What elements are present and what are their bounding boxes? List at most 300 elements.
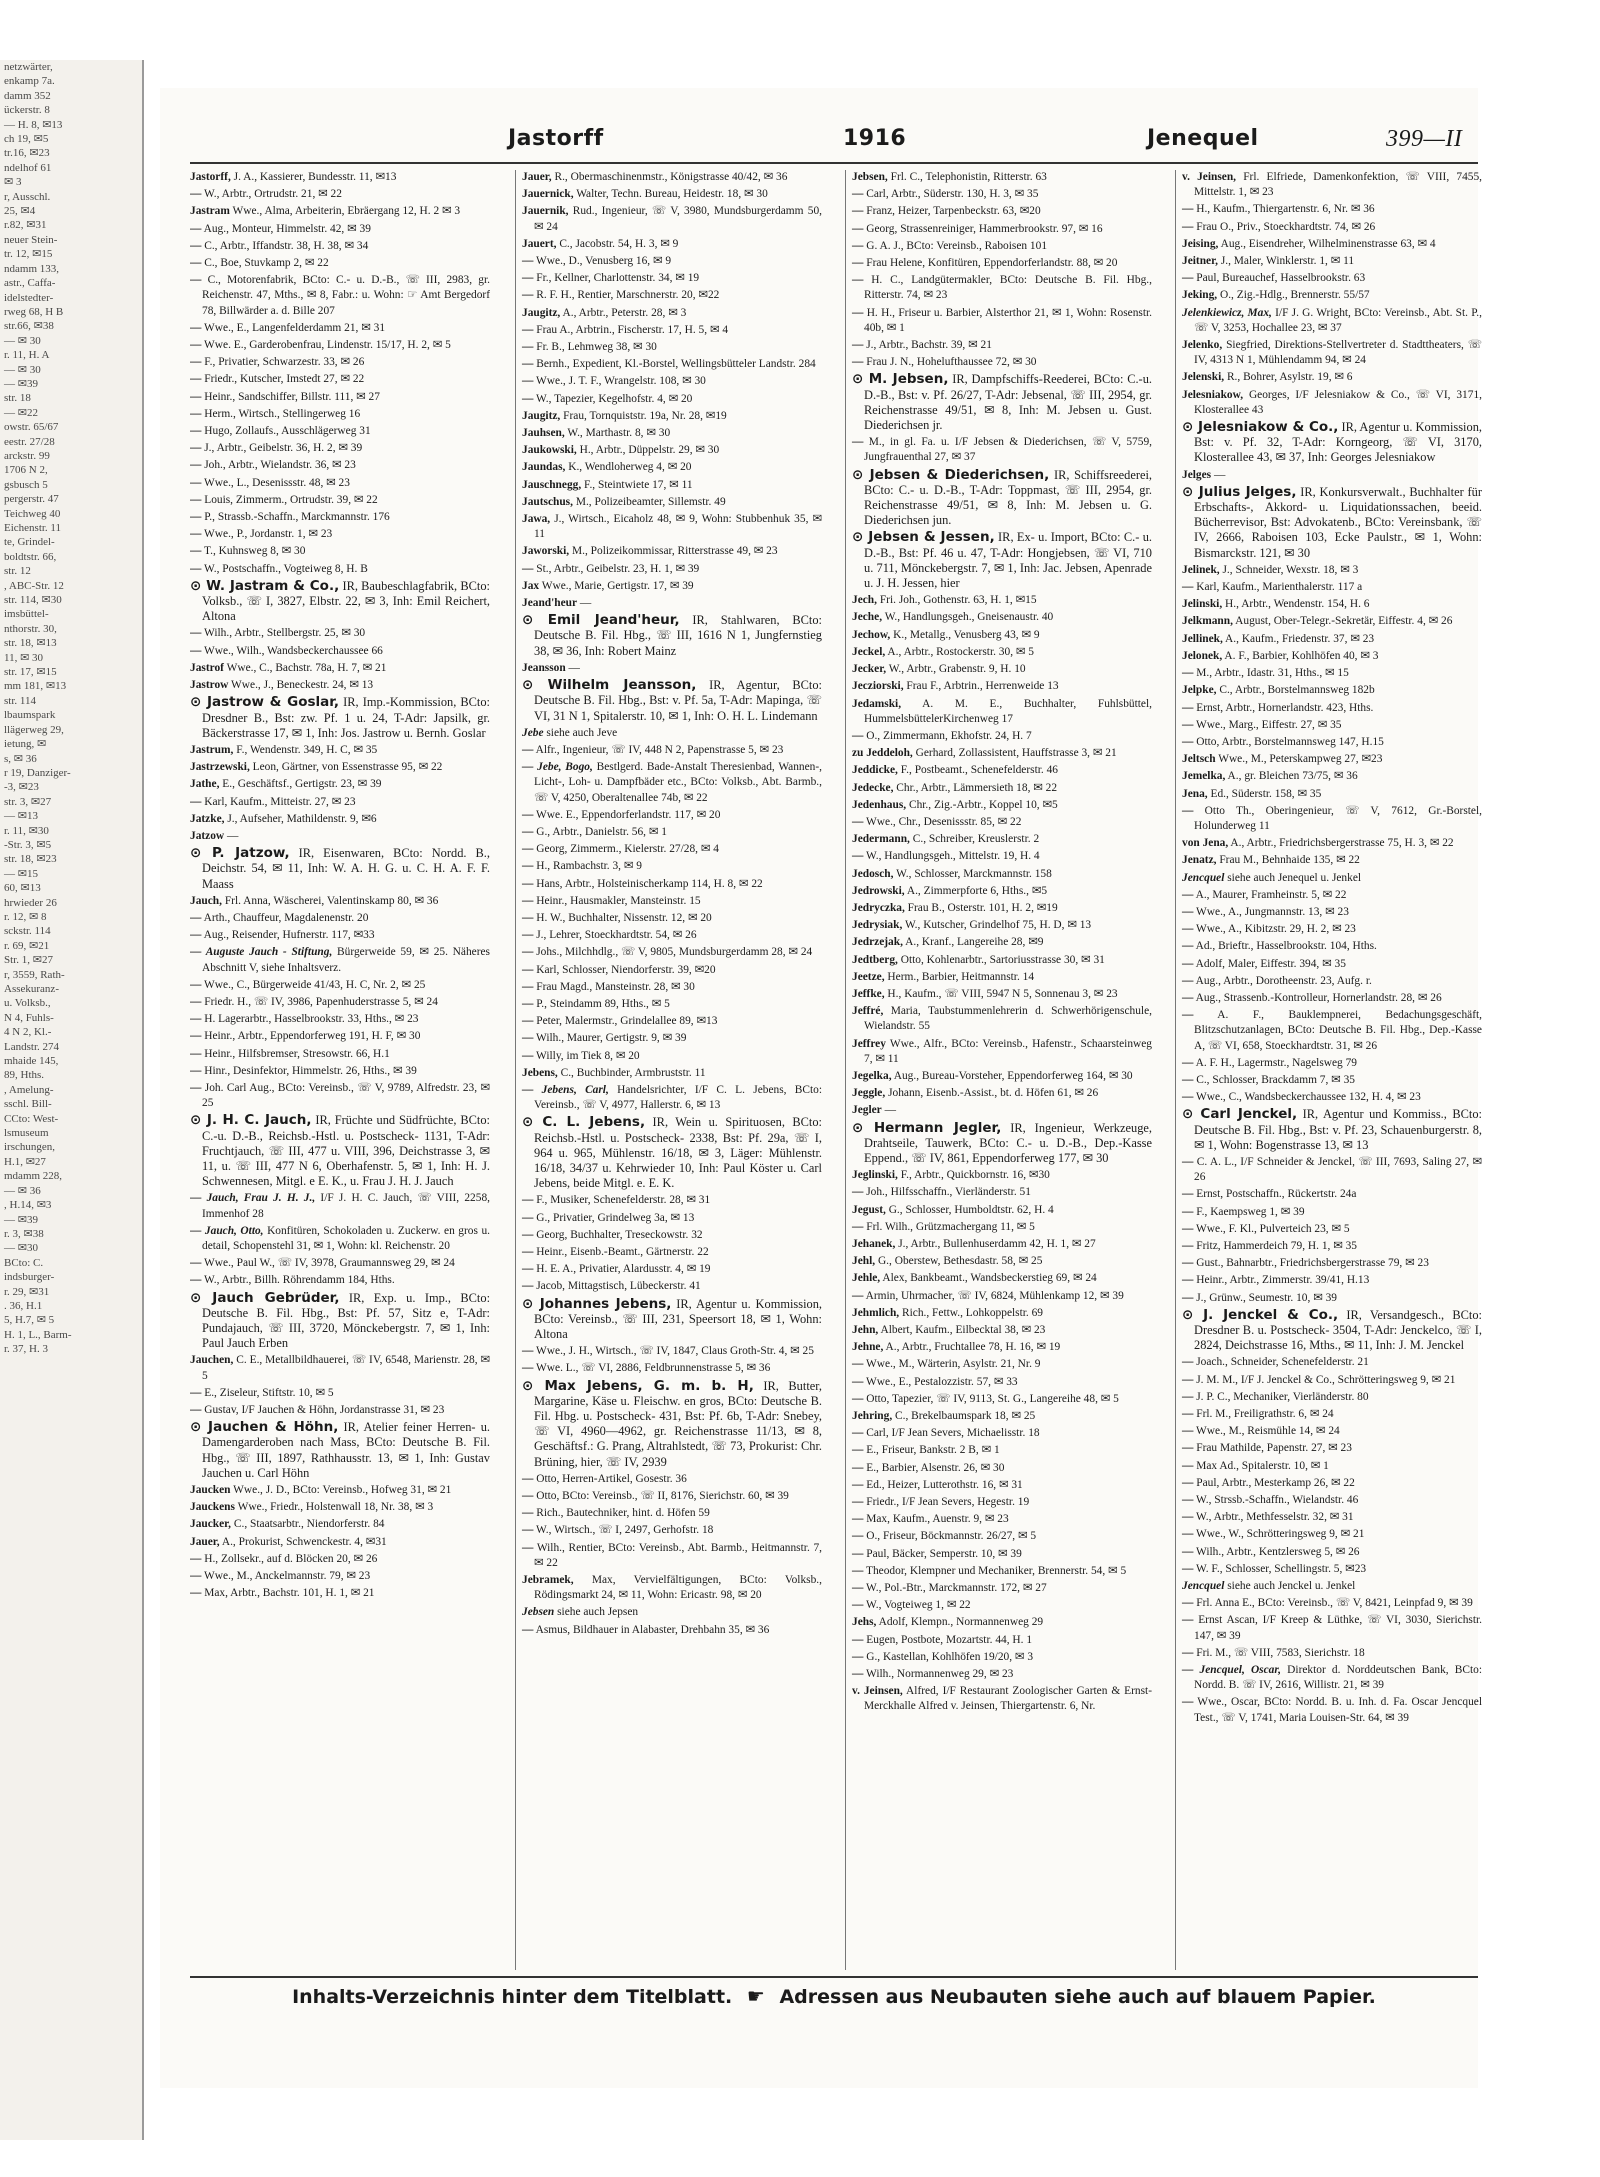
entry-details: Otto, Arbtr., Borstelmannsweg 147, H.15 [1193,735,1384,748]
entry-name: Jehring, [852,1410,893,1423]
entry-details: W., Handlungsgeh., Mittelstr. 19, H. 4 [863,850,1040,863]
entry-name: — [522,1032,534,1045]
directory-entry [190,239,490,254]
directory-entry [190,579,490,625]
entry-details: Hugo, Zollaufs., Ausschlägerweg 31 [201,425,371,438]
entry-name: Jedosch, [852,867,894,880]
entry-name: Jena, [1182,787,1208,800]
entry-name: — [522,272,534,285]
directory-entry [852,610,1152,625]
facing-page-line: lbaumspark [4,709,56,722]
entry-name: Jebramek, [522,1574,574,1587]
directory-entry [852,1392,1152,1407]
facing-page-line: — H. 8, ✉13 [4,118,63,131]
facing-page-line: indsburger- [4,1271,55,1284]
entry-name: — [190,1257,202,1270]
entry-details: W., Handlungsgeh., Gneisenaustr. 40 [882,611,1054,624]
facing-page-line: — ✉ 30 [4,334,41,347]
entry-name: Jelpke, [1182,684,1217,697]
entry-name: — [852,339,864,352]
entry-details: Adolf, Maler, Eiffestr. 394, ✉ 35 [1193,957,1346,970]
entry-name: — [1182,1528,1194,1541]
entry-name: — [1182,804,1194,817]
entry-name: — [852,1496,864,1509]
entry-name: Jelenkiewicz, Max, [1182,306,1272,319]
directory-entry [852,1340,1152,1355]
entry-details: Friedr., Kutscher, Imstedt 27, ✉ 22 [201,373,365,386]
entry-name: — [190,1047,202,1060]
entry-details: Otto, Tapezier, ☏ IV, 9113, St. G., Langereihe 48, ✉ 5 [863,1392,1119,1405]
entry-name: — [522,255,534,268]
directory-entry [1182,922,1482,937]
entry-name: — [190,911,202,924]
entry-details: Bernh., Expedient, Kl.-Borstel, Wellingsbütteler Landstr. 284 [533,358,816,371]
directory-entry [1182,580,1482,595]
entry-name: — [522,323,534,336]
directory-entry [190,760,490,775]
directory-entry [1182,787,1482,802]
directory-entry [852,970,1152,985]
entry-name: — [1182,1222,1194,1235]
entry-name: — [852,222,864,235]
directory-entry [522,1245,822,1260]
entry-name: — [522,877,534,890]
directory-entry [190,695,490,741]
facing-page-line: str. 114 [4,694,36,707]
directory-entry [522,495,822,510]
entry-name: — [1182,1390,1194,1403]
directory-entry [190,493,490,508]
page-number: 399—II [1386,126,1463,152]
directory-entry [522,1472,822,1487]
entry-name: — [852,815,864,828]
running-head-first-name: Jastorff [508,126,604,151]
entry-details: F., Musiker, Schenefelderstr. 28, ✉ 31 [533,1194,711,1207]
directory-entry [852,468,1152,529]
directory-entry [522,661,822,676]
directory-entry [190,458,490,473]
entry-details: Wilh., Arbtr., Kentzlersweg 5, ✉ 26 [1193,1545,1360,1558]
entry-details: Otto, Kohlenarbtr., Sartoriusstrasse 30, ✉ 31 [897,953,1105,966]
entry-details: Wwe., Alma, Arbeiterin, Ebräergang 12, H. 2 ✉ 3 [229,205,461,218]
directory-entry [1182,939,1482,954]
facing-page-line: tr.16, ✉23 [4,147,50,160]
directory-entry [1182,1205,1482,1220]
entry-name: — Jebens, Carl, [522,1083,609,1096]
entry-details: Walter, Techn. Bureau, Heidestr. 18, ✉ 30 [573,188,768,201]
entry-details: Armin, Uhrmacher, ☏ IV, 6824, Mühlenkamp 12, ✉ 39 [863,1289,1124,1302]
entry-name: — [190,1404,202,1417]
entry-name: — [190,339,202,352]
entry-name: Jeffré, [852,1005,884,1018]
entry-details: J., Lehrer, Stoeckhardtstr. 54, ✉ 26 [533,929,697,942]
facing-page-line: rweg 68, H B [4,305,64,318]
directory-entry [190,1569,490,1584]
entry-name: — [522,911,534,924]
column-3 [845,170,1152,1970]
entry-details: IR, Agentur und Kommiss., BCto: Deutsche B. Fil. Hbg., Bst: v. Pf. 23, Schauenburgerstr. 8, ✉ 1, Wohn: Bogenstrasse 13, ✉ 13 [1194,1107,1482,1152]
directory-entry [522,596,822,611]
facing-page-line: str. 3, ✉27 [4,795,52,808]
entry-details: Paul, Bäcker, Semperstr. 10, ✉ 39 [863,1547,1022,1560]
directory-entry [852,187,1152,202]
directory-entry [1182,1107,1482,1153]
entry-details: Peter, Malermstr., Grindelallee 89, ✉13 [533,1015,718,1028]
entry-name: — [1182,1373,1194,1386]
entry-details: Heinr., Arbtr., Eppendorferweg 191, H. F, ✉ 30 [201,1030,421,1043]
entry-name: Jelenko, [1182,339,1223,352]
directory-entry [852,935,1152,950]
directory-entry [522,1014,822,1029]
directory-entry [190,390,490,405]
directory-entry [522,1031,822,1046]
facing-page-line: nthorstr. 30, [4,622,57,635]
entry-name: Jedenhaus, [852,798,907,811]
entry-details: Wwe., Chr., Desenissstr. 85, ✉ 22 [863,815,1022,828]
entry-name: — [1182,923,1194,936]
entry-name: Jeetze, [852,970,885,983]
facing-page-line: BCto: C. [4,1256,44,1269]
entry-name: — [522,1194,534,1207]
facing-page-line: str. 18 [4,392,31,405]
directory-entry [190,777,490,792]
directory-entry [852,1581,1152,1596]
directory-entry [852,798,1152,813]
directory-entry [852,1547,1152,1562]
entry-name: Jellinek, [1182,632,1223,645]
entry-name: Jauschnegg, [522,478,582,491]
directory-entry [852,884,1152,899]
entry-name: — [190,1552,202,1565]
entry-details: Willy, im Tiek 8, ✉ 20 [533,1049,640,1062]
entry-details: Ernst, Postschaffn., Rückertstr. 24a [1193,1188,1357,1201]
entry-name: Jeckel, [852,645,886,658]
entry-details: Wwe., A., Kibitzstr. 29, H. 2, ✉ 23 [1193,923,1356,936]
facing-page-line: — ✉30 [4,1242,38,1255]
directory-entry [190,476,490,491]
directory-entry [1182,804,1482,834]
entry-details: R., Obermaschinenmstr., Königstrasse 40/42, ✉ 36 [551,171,788,183]
facing-page-line: lsmuseum [4,1127,49,1140]
directory-entry [852,1564,1152,1579]
directory-entry [852,901,1152,916]
entry-name: — [190,795,202,808]
entry-details: Otto Th., Oberingenieur, ☏ V, 7612, Gr.-Borstel, Holunderweg 11 [1193,804,1482,832]
entry-details: Frau Magd., Mansteinstr. 28, ✉ 30 [533,980,695,993]
directory-entry [1182,853,1482,868]
directory-entry [1182,905,1482,920]
entry-details: Wwe., Oscar, BCto: Nordd. B. u. Inh. d. Fa. Oscar Jencquel Test., ☏ V, 1741, Maria Louisen-Str. 64, ✉ 39 [1193,1696,1482,1724]
entry-details: Louis, Zimmerm., Ortrudstr. 39, ✉ 22 [201,493,378,506]
entry-details: IR, Butter, Margarine, Käse u. Fleischw. en gros, BCto: Deutsche B. Fil. Hbg. u. Postscheck- 431, Bst: Pf. 6b, T-Adr: Snebey, ☏ VI, 4960—4962, gr. Reichenstrasse 11/13, ✉ 8, Geschäftsf.: G. Prang, Altrahlstedt, ☏ 73, Prokurist: Chr. Brüning, hier, ☏ IV, 2939 [534,1378,822,1469]
entry-name: — [1182,220,1194,233]
entry-details: H., Kaufm., ☏ VIII, 5947 N 5, Sonnenau 3, ✉ 23 [884,987,1118,1000]
facing-page-line: enkamp 7a. [4,75,55,88]
directory-entry [190,1403,490,1418]
entry-details: Alfr., Ingenieur, ☏ IV, 448 N 2, Papenstrasse 5, ✉ 23 [533,743,784,756]
entry-name: Jedamski, [852,697,902,710]
entry-name: Jedrzejak, [852,936,903,949]
entry-details: IR, Wein u. Spirituosen, BCto: Reichsb.-Hstl. u. Postscheck- 2338, Bst: Pf. 29a, ☏ I, 964 u. 965, Mühlenstr. 16/18, ✉ 3, Läger: Mühlenstr. 16/18, 34/37 u. Kehrwieder 10, Inh: Paul Köster u. Carl Jebens, beide Mitgl. e. E. K. [534,1115,822,1191]
entry-name: — [1182,272,1194,285]
directory-entry [852,1121,1152,1167]
entry-details: Frl. M., Freiligrathstr. 6, ✉ 24 [1193,1408,1334,1421]
entry-details: W., Schlosser, Marckmannstr. 158 [893,867,1052,880]
entry-name: — [522,392,534,405]
entry-details: Frl. Anna, Wäscherei, Valentinskamp 80, ✉ 36 [221,894,439,907]
entry-name: — [852,1375,864,1388]
facing-page-line: u. Volksb., [4,997,51,1010]
footer-notice [190,1976,1478,2012]
facing-page-line: CCto: West- [4,1112,59,1125]
directory-entry [190,678,490,693]
directory-entry [522,1066,822,1081]
directory-entry [852,338,1152,353]
entry-details: Bürgerweide 59, ✉ 25. Näheres Abschnitt V, siehe Inhaltsverz. [202,946,490,974]
entry-name: — [190,978,202,991]
entry-details: St., Arbtr., Geibelstr. 23, H. 1, ✉ 39 [533,562,700,575]
entry-name: — [852,1599,864,1612]
entry-name: Jaundas, [522,461,566,474]
entry-name: — [522,894,534,907]
entry-name: — [522,375,534,388]
entry-details: Herm., Wirtsch., Stellingerweg 16 [201,407,361,420]
directory-entry [1182,288,1482,303]
directory-page [160,88,1482,2088]
directory-entry [190,894,490,909]
entry-details: Wilh., Arbtr., Stellbergstr. 25, ✉ 30 [201,627,366,640]
directory-entry [1182,1695,1482,1725]
entry-details: Aug., Eisendreher, Wilhelminenstrasse 63, ✉ 4 [1218,237,1436,250]
directory-entry [1182,1663,1482,1693]
directory-entry [852,746,1152,761]
entry-details: C. A. L., I/F Schneider & Jenckel, ☏ III, 7693, Saling 27, ✉ 26 [1193,1155,1482,1184]
facing-page-line: 4 N 2, Kl.- [4,1026,52,1039]
directory-entry [1182,1562,1482,1577]
facing-page-line: Eichenstr. 11 [4,522,62,534]
entry-details: Hinr., Desinfektor, Himmelstr. 26, Hths., ✉ 39 [201,1064,417,1077]
entry-details: C., Arbtr., Borstelmannsweg 182b [1216,684,1375,697]
entry-name: — [1182,888,1194,901]
entry-name: — [1182,701,1194,714]
directory-entry [190,644,490,659]
entry-name: — [522,1541,534,1554]
directory-entry [852,1289,1152,1304]
facing-page-line: r. 11, H. A [4,349,50,362]
entry-name: — [852,1461,864,1474]
entry-name: — [852,1530,864,1543]
entry-details: C., Boe, Stuvkamp 2, ✉ 22 [201,257,329,270]
directory-entry [190,1224,490,1254]
entry-details: O., Zig.-Hdlg., Brennerstr. 55/57 [1217,289,1370,302]
directory-entry [852,1306,1152,1321]
entry-name: — [1182,1188,1194,1201]
directory-entry [522,237,822,252]
entry-details: M., Polizeibeamter, Sillemstr. 49 [572,495,726,508]
entry-details: J. A., Kassierer, Bundesstr. 11, ✉13 [230,171,397,183]
directory-entry [1182,1090,1482,1105]
column-4 [1175,170,1482,1970]
entry-name: — [522,808,534,821]
directory-entry [852,867,1152,882]
directory-entry [522,1623,822,1638]
directory-entry [190,812,490,827]
directory-entry [190,1047,490,1062]
entry-name: ⊙ Jastrow & Goslar, [190,694,340,711]
entry-details: A., Arbtr., Peterstr. 28, ✉ 3 [560,306,687,319]
entry-details: Otto, BCto: Vereinsb., ☏ II, 8176, Sierichstr. 60, ✉ 39 [533,1490,789,1503]
entry-details: Ed., Süderstr. 158, ✉ 35 [1207,787,1322,800]
entry-name: — [1182,1091,1194,1104]
entry-details: Wwe. L., ☏ VI, 2886, Feldbrunnenstrasse 5, ✉ 36 [533,1362,771,1375]
entry-details: Leon, Gärtner, von Essenstrasse 95, ✉ 22 [249,761,443,774]
pointing-hand-icon: ☛ [746,1984,765,2008]
entry-name: — [190,545,202,558]
directory-entry [1182,871,1482,886]
facing-page-line: -Str. 3, ✉5 [4,838,52,851]
entry-name: ⊙ C. L. Jebens, [522,1114,646,1131]
entry-details: Frl. Anna E., BCto: Vereinsb., ☏ V, 8421, Leinpfad 9, ✉ 39 [1193,1597,1473,1610]
entry-details: Wilh., Normannenweg 29, ✉ 23 [863,1668,1014,1681]
directory-entry [1182,1256,1482,1271]
entry-details: Hans, Arbtr., Holsteinischerkamp 114, H. 8, ✉ 22 [533,877,763,890]
directory-entry [1182,614,1482,629]
directory-entry [190,187,490,202]
directory-entry [1182,202,1482,217]
directory-entry [852,1271,1152,1286]
entry-details: Frau A., Arbtrin., Fischerstr. 17, H. 5, ✉ 4 [533,323,729,336]
facing-page-line: owstr. 65/67 [4,421,59,434]
entry-name: — [522,997,534,1010]
facing-page-line: imsbüttel- [4,608,49,621]
entry-name: — [1182,667,1194,680]
entry-details: F., Postbeamt., Schenefelderstr. 46 [897,764,1059,777]
directory-entry [190,1517,490,1532]
entry-details: H. Lagerarbtr., Hasselbrookstr. 33, Hths., ✉ 23 [201,1013,419,1026]
entry-name: Jecziorski, [852,680,904,693]
entry-details: W., Arbtr., Methfesselstr. 32, ✉ 31 [1193,1511,1354,1524]
entry-details: Ernst, Arbtr., Hornerlandstr. 423, Hths. [1193,701,1374,714]
directory-entry [1182,1424,1482,1439]
column-2 [515,170,822,1970]
directory-entry [852,256,1152,271]
entry-details: Wwe., Friedr., Holstenwall 18, Nr. 38, ✉ 3 [234,1501,434,1514]
entry-details: Heinr., Arbtr., Zimmerstr. 39/41, H.13 [1193,1274,1370,1287]
directory-entry [522,1605,822,1620]
directory-entry [852,1203,1152,1218]
directory-entry [190,1483,490,1498]
entry-name: — [522,562,534,575]
entry-name: — [190,321,202,334]
directory-entry [522,357,822,372]
entry-name: Jelenski, [1182,371,1225,384]
facing-page-line: — ✉ 36 [4,1184,41,1197]
entry-name: — [1182,1442,1194,1455]
directory-entry [1182,1510,1482,1525]
facing-page-line: llägerweg 29, [4,723,64,736]
entry-details: W., Arbtr., Billh. Röhrendamm 184, Hths. [201,1274,395,1287]
entry-details: J. P. C., Mechaniker, Vierländerstr. 80 [1193,1390,1369,1403]
entry-columns [190,170,1482,1970]
facing-page-line: r 19, Danziger- [4,766,71,779]
entry-name: — [190,476,202,489]
entry-details: Heinr., Hilfsbremser, Stresowstr. 66, H.1 [201,1047,390,1060]
entry-name: — [190,644,202,657]
entry-details: Ernst Ascan, I/F Kreep & Lüthke, ☏ VI, 3030, Sierichstr. 147, ✉ 39 [1193,1614,1482,1642]
directory-entry [1182,271,1482,286]
entry-details: Frl. Elfriede, Damenkonfektion, ☏ VIII, 7455, Mittelstr. 1, ✉ 23 [1194,171,1482,199]
directory-entry [852,662,1152,677]
facing-page-line: r. 37, H. 3 [4,1343,48,1356]
entry-details: Joh., Arbtr., Wielandstr. 36, ✉ 23 [201,459,356,472]
entry-name: — [190,390,202,403]
entry-details: Wwe., W., Schrötteringsweg 9, ✉ 21 [1193,1528,1365,1541]
directory-entry [1182,836,1482,851]
entry-details: J., Wirtsch., Eicaholz 48, ✉ 9, Wohn: Stubbenhuk 35, ✉ 11 [534,513,822,541]
entry-name: ⊙ Jauch Gebrüder, [190,1289,340,1306]
entry-name: Jelkmann, [1182,615,1233,628]
entry-details: Wwe., J., Beneckestr. 24, ✉ 13 [228,679,374,692]
directory-entry [852,729,1152,744]
directory-entry [1182,1008,1482,1054]
directory-entry [852,1004,1152,1034]
entry-name: Jeking, [1182,289,1218,302]
entry-details: Arth., Chauffeur, Magdalenenstr. 20 [201,911,369,924]
directory-entry [1182,1308,1482,1354]
entry-name: Jaucker, [190,1518,232,1531]
directory-entry [852,1254,1152,1269]
directory-entry [852,987,1152,1002]
entry-details: Konfitüren, Schokoladen u. Zuckerw. en gros u. detail, Schopenstehl 31, ✉ 1, Wohn: kl. Reichenstr. 20 [202,1224,490,1252]
entry-details: G., Arbtr., Danielstr. 56, ✉ 1 [533,825,667,838]
entry-name: Jencquel [1182,1580,1225,1593]
directory-entry [190,945,490,975]
entry-name: Jehn, [852,1324,879,1337]
directory-entry [852,239,1152,254]
entry-name: ⊙ J. Jenckel & Co., [1182,1306,1339,1323]
directory-entry [852,832,1152,847]
directory-entry [522,1228,822,1243]
directory-entry [1182,1390,1482,1405]
directory-entry [522,1573,822,1603]
directory-entry [1182,752,1482,767]
directory-entry [522,562,822,577]
entry-name: — [852,306,864,319]
entry-details: Wwe., A., Jungmannstr. 13, ✉ 23 [1193,905,1349,918]
directory-entry [190,1500,490,1515]
directory-entry [522,743,822,758]
entry-name: — [190,1064,202,1077]
entry-name: — [1182,957,1194,970]
entry-details: Wwe. E., Garderobenfrau, Lindenstr. 15/17, H. 2, ✉ 5 [201,339,451,352]
directory-entry [190,829,490,844]
facing-page-line: 1706 N 2, [4,464,48,477]
facing-page-line: N 4, Fuhls- [4,1011,54,1024]
entry-name: — [852,1547,864,1560]
directory-entry [1182,388,1482,418]
directory-entry [1182,563,1482,578]
entry-name: — [852,1444,864,1457]
facing-page-line: — ✉39 [4,377,38,390]
directory-entry [852,530,1152,591]
entry-details: IR, Dampfschiffs-Reederei, BCto: C.-u. D.-B., Bst: v. Pf. 26/27, T-Adr: Jebsenal, ☏ III, 2954, gr. Reichenstrasse 49/51, ✉ 8, Inh: M. Jebsen u. Gust. Diederichsen jr. [864,372,1152,433]
directory-entry [190,1012,490,1027]
entry-details: Wwe., M., Wärterin, Asylstr. 21, Nr. 9 [863,1358,1041,1371]
entry-details: Gerhard, Zollassistent, Hauffstrasse 3, ✉ 21 [912,747,1117,760]
entry-name: Jaucken [190,1484,231,1497]
entry-details: Eugen, Postbote, Mozartstr. 44, H. 1 [863,1633,1033,1646]
directory-entry [190,321,490,336]
